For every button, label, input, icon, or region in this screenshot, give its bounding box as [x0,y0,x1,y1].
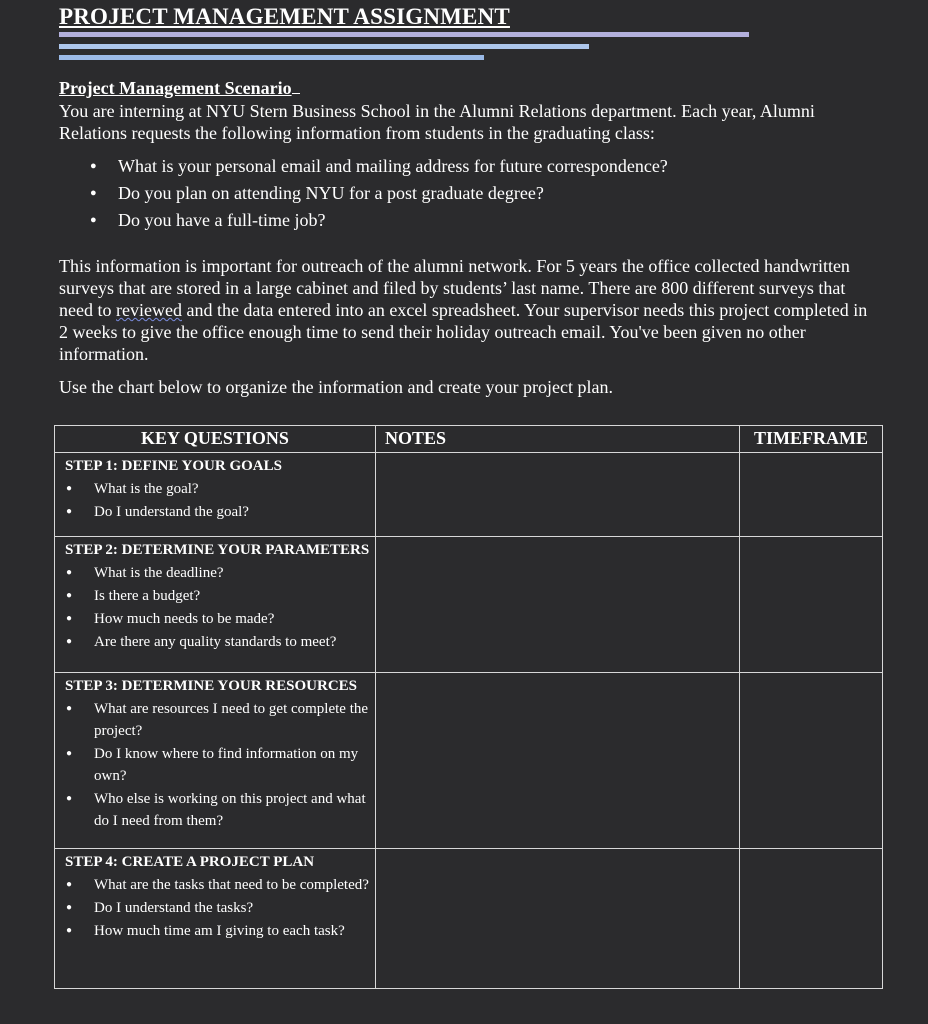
step-4-timeframe-cell[interactable] [740,849,883,989]
list-item: ● Are there any quality standards to meet? [65,631,375,653]
list-item: ● Do you plan on attending NYU for a post graduate degree? [90,182,668,209]
list-item: ● Do I understand the goal? [65,501,375,523]
list-item: ● What is the goal? [65,478,375,500]
step-title: STEP 2: DETERMINE YOUR PARAMETERS [65,542,370,558]
list-item: ● Do you have a full-time job? [90,209,668,236]
list-item: ● What are resources I need to get complete the project? [65,698,375,742]
column-header-notes: NOTES [376,426,740,453]
project-plan-table [54,425,883,989]
survey-question-list [90,155,668,236]
list-item: ● Do I understand the tasks? [65,897,375,919]
decorative-rule-3 [59,55,484,60]
decorative-rule-1 [59,32,749,37]
table-row [55,537,883,673]
step-1-notes-cell[interactable] [376,453,740,537]
step-3-questions-cell [55,673,376,849]
list-item: ● What is the deadline? [65,562,375,584]
step-2-questions-cell [55,537,376,673]
list-item: ● What are the tasks that need to be completed? [65,874,375,896]
step-1-questions-cell [55,453,376,537]
column-header-timeframe: TIMEFRAME [740,426,883,453]
list-item: ● Do I know where to find information on my own? [65,743,375,787]
list-item: ● How much needs to be made? [65,608,375,630]
step-title: STEP 4: CREATE A PROJECT PLAN [65,854,315,870]
scenario-heading: Project Management Scenario [59,78,300,99]
list-item: ● How much time am I giving to each task? [65,920,375,942]
step-3-timeframe-cell[interactable] [740,673,883,849]
step-title: STEP 1: DEFINE YOUR GOALS [65,458,282,474]
scenario-body [59,255,879,365]
table-row [55,673,883,849]
table-row [55,453,883,537]
decorative-rule-2 [59,44,589,49]
step-4-notes-cell[interactable] [376,849,740,989]
chart-instruction: Use the chart below to organize the information and create your project plan. [59,377,613,397]
list-item: ● Who else is working on this project and what do I need from them? [65,788,375,832]
spellcheck-flagged-word[interactable]: reviewed [115,300,182,320]
scenario-body-text: and the data entered into an excel spreadsheet. Your supervisor needs this project completed in 2 weeks to give the office enough time to send their holiday outreach email. You've been given no other information. [59,300,868,364]
step-1-timeframe-cell[interactable] [740,453,883,537]
table-row [55,849,883,989]
step-3-notes-cell[interactable] [376,673,740,849]
list-item: ● What is your personal email and mailing address for future correspondence? [90,155,668,182]
step-title: STEP 3: DETERMINE YOUR RESOURCES [65,678,357,694]
step-4-questions-cell [55,849,376,989]
list-item: ● Is there a budget? [65,585,375,607]
page-title: PROJECT MANAGEMENT ASSIGNMENT [59,4,510,29]
scenario-body-text: This information is important for outreach of the alumni network. For 5 years the office collected handwritten surveys that are stored in a large cabinet and filed by students’ last name. There are 800 different surveys that need to [59,256,850,320]
column-header-key-questions: KEY QUESTIONS [55,426,376,453]
scenario-intro: You are interning at NYU Stern Business School in the Alumni Relations department. Each year, Alumni Relations requests the following information from students in the graduating class: [59,101,815,143]
step-2-notes-cell[interactable] [376,537,740,673]
step-2-timeframe-cell[interactable] [740,537,883,673]
